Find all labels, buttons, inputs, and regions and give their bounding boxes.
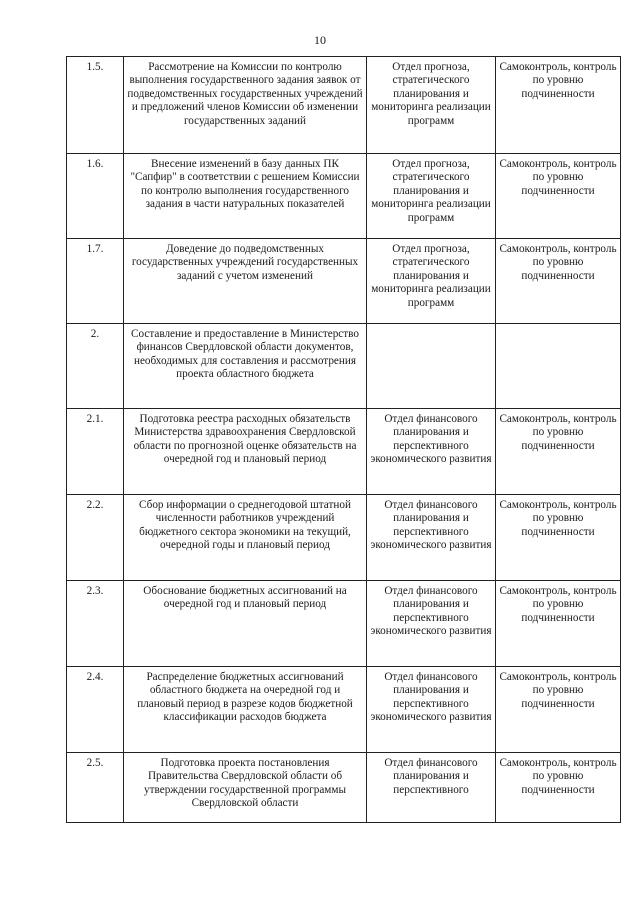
- action-description: Сбор информации о среднегодовой штатной численности работников учреждений бюджетного сектора экономики на текущий, очередной годы и плановый период: [124, 495, 367, 581]
- row-number: 2.: [67, 324, 124, 409]
- action-description: Рассмотрение на Комиссии по контролю выполнения государственного задания заявок от подведомственных государственных учреждений и предложений членов Комиссии об изменении государственных заданий: [124, 57, 367, 154]
- row-number: 1.7.: [67, 239, 124, 324]
- row-number: 2.4.: [67, 667, 124, 753]
- control-type: Самоконтроль, контроль по уровню подчиненности: [496, 57, 621, 154]
- table-row: [67, 154, 621, 239]
- control-type: [496, 324, 621, 409]
- control-type: Самоконтроль, контроль по уровню подчиненности: [496, 409, 621, 495]
- responsible-department: Отдел финансового планирования и перспективного экономического развития: [367, 495, 496, 581]
- responsible-department: Отдел финансового планирования и перспективного экономического развития: [367, 409, 496, 495]
- action-description: Подготовка реестра расходных обязательств Министерства здравоохранения Свердловской области по прогнозной оценке обязательств на очередной год и плановый период: [124, 409, 367, 495]
- responsible-department: Отдел прогноза, стратегического планирования и мониторинга реализации программ: [367, 57, 496, 154]
- control-type: Самоконтроль, контроль по уровню подчиненности: [496, 239, 621, 324]
- responsible-department: Отдел финансового планирования и перспективного экономического развития: [367, 581, 496, 667]
- action-description: Составление и предоставление в Министерство финансов Свердловской области документов, необходимых для составления и рассмотрения проекта областного бюджета: [124, 324, 367, 409]
- row-number: 2.5.: [67, 753, 124, 823]
- responsible-department: [367, 324, 496, 409]
- action-description: Подготовка проекта постановления Правительства Свердловской области об утверждении государственной программы Свердловской области: [124, 753, 367, 823]
- table-row: [67, 239, 621, 324]
- activity-plan-table: [66, 56, 621, 823]
- control-type: Самоконтроль, контроль по уровню подчиненности: [496, 753, 621, 823]
- responsible-department: Отдел прогноза, стратегического планирования и мониторинга реализации программ: [367, 154, 496, 239]
- table-row: [67, 753, 621, 823]
- responsible-department: Отдел финансового планирования и перспективного экономического развития: [367, 667, 496, 753]
- table-row: [67, 324, 621, 409]
- action-description: Доведение до подведомственных государственных учреждений государственных заданий с учетом изменений: [124, 239, 367, 324]
- table-row: [67, 581, 621, 667]
- action-description: Внесение изменений в базу данных ПК "Сапфир" в соответствии с решением Комиссии по контролю выполнения государственного задания в части натуральных показателей: [124, 154, 367, 239]
- row-number: 1.5.: [67, 57, 124, 154]
- page-number: 10: [314, 33, 326, 47]
- action-description: Обоснование бюджетных ассигнований на очередной год и плановый период: [124, 581, 367, 667]
- responsible-department: Отдел прогноза, стратегического планирования и мониторинга реализации программ: [367, 239, 496, 324]
- table-row: [67, 57, 621, 154]
- table-row: [67, 667, 621, 753]
- row-number: 1.6.: [67, 154, 124, 239]
- control-type: Самоконтроль, контроль по уровню подчиненности: [496, 581, 621, 667]
- control-type: Самоконтроль, контроль по уровню подчиненности: [496, 667, 621, 753]
- row-number: 2.2.: [67, 495, 124, 581]
- responsible-department: Отдел финансового планирования и перспективного: [367, 753, 496, 823]
- control-type: Самоконтроль, контроль по уровню подчиненности: [496, 154, 621, 239]
- table-row: [67, 495, 621, 581]
- action-description: Распределение бюджетных ассигнований областного бюджета на очередной год и плановый период в разрезе кодов бюджетной классификации расходов бюджета: [124, 667, 367, 753]
- table-row: [67, 409, 621, 495]
- row-number: 2.1.: [67, 409, 124, 495]
- control-type: Самоконтроль, контроль по уровню подчиненности: [496, 495, 621, 581]
- row-number: 2.3.: [67, 581, 124, 667]
